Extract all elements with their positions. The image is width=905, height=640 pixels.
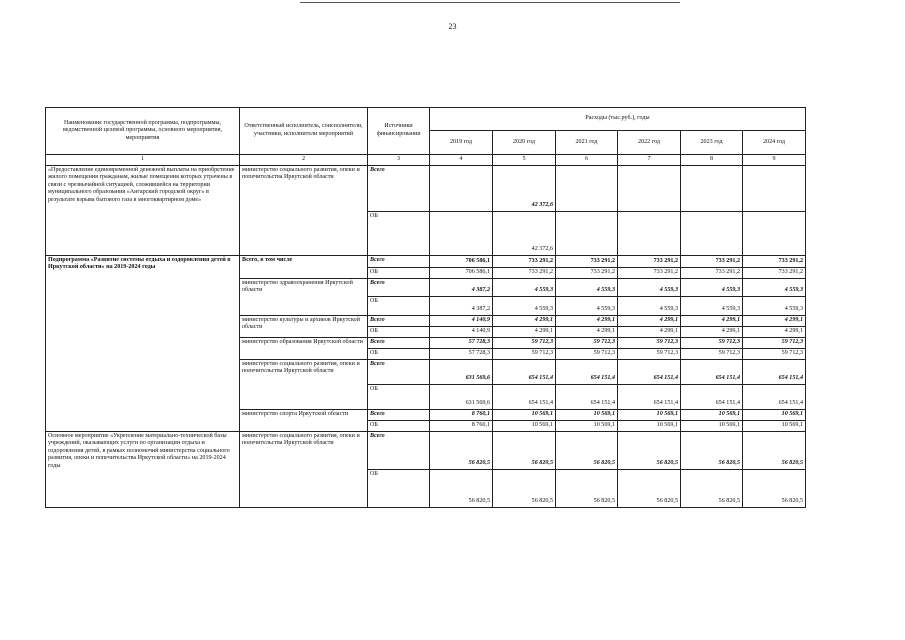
value-cell: 4 299,1	[618, 326, 681, 337]
value-cell: 4 559,3	[556, 296, 618, 315]
index-row	[46, 155, 806, 166]
value-cell: 4 559,3	[681, 278, 743, 296]
source-cell: ОБ	[368, 420, 430, 431]
value-cell: 4 559,3	[618, 278, 681, 296]
value-cell: 56 820,5	[618, 431, 681, 469]
value-cell: 59 712,3	[556, 348, 618, 359]
value-cell: 59 712,3	[493, 348, 556, 359]
value-cell: 10 569,1	[743, 409, 806, 420]
value-cell: 59 712,3	[493, 337, 556, 348]
index-cell: 2	[240, 155, 368, 166]
source-cell: ОБ	[368, 267, 430, 278]
value-cell: 654 151,4	[743, 359, 806, 384]
value-cell	[556, 211, 618, 255]
header-expenses: Расходы (тыс.руб.), годы	[430, 108, 806, 131]
value-cell: 4 387,2	[430, 278, 493, 296]
budget-table	[45, 107, 806, 508]
value-cell: 654 151,4	[493, 359, 556, 384]
value-cell: 4 559,3	[556, 278, 618, 296]
source-cell: Всего	[368, 431, 430, 469]
value-cell: 631 569,6	[430, 359, 493, 384]
year-2021: 2021 год	[556, 131, 618, 155]
value-cell: 733 291,2	[681, 255, 743, 267]
header-name: Наименование государственной программы, подпрограммы, ведомственной целевой программы, основного мероприятия, мероприятия	[46, 108, 240, 155]
value-cell: 56 820,5	[743, 431, 806, 469]
value-cell: 706 586,1	[430, 267, 493, 278]
index-cell: 4	[430, 155, 493, 166]
value-cell: 10 569,1	[493, 420, 556, 431]
value-cell: 4 299,1	[493, 315, 556, 326]
source-cell: ОБ	[368, 348, 430, 359]
value-cell: 4 387,2	[430, 296, 493, 315]
value-cell: 59 712,3	[556, 337, 618, 348]
table-row	[46, 431, 806, 469]
value-cell: 4 299,1	[743, 315, 806, 326]
value-cell: 4 299,1	[493, 326, 556, 337]
value-cell: 733 291,2	[493, 267, 556, 278]
value-cell: 56 820,5	[556, 469, 618, 507]
value-cell: 42 372,6	[493, 211, 556, 255]
year-2020: 2020 год	[493, 131, 556, 155]
value-cell: 733 291,2	[556, 255, 618, 267]
value-cell: 4 299,1	[743, 326, 806, 337]
value-cell: 654 151,4	[618, 384, 681, 409]
index-cell: 1	[46, 155, 240, 166]
value-cell: 733 291,2	[556, 267, 618, 278]
value-cell: 10 569,1	[618, 409, 681, 420]
index-cell: 7	[618, 155, 681, 166]
subprogram-name: Подпрограмма «Развитие системы отдыха и оздоровления детей в Иркутской области» на 2019-2024 годы	[46, 255, 240, 431]
top-rule	[300, 2, 680, 3]
year-2022: 2022 год	[618, 131, 681, 155]
source-cell: ОБ	[368, 211, 430, 255]
source-cell: ОБ	[368, 384, 430, 409]
header-source: Источники финансирования	[368, 108, 430, 155]
value-cell: 4 559,3	[743, 278, 806, 296]
executor-cell: министерство социального развития, опеки и попечительства Иркутской области	[240, 165, 368, 255]
value-cell: 654 151,4	[681, 384, 743, 409]
value-cell: 56 820,5	[556, 431, 618, 469]
source-cell: Всего	[368, 337, 430, 348]
value-cell	[618, 211, 681, 255]
value-cell: 59 712,3	[681, 337, 743, 348]
value-cell	[681, 165, 743, 211]
executor-cell: министерство образования Иркутской области	[240, 337, 368, 359]
source-cell: Всего	[368, 165, 430, 211]
executor-cell: Всего, в том числе	[240, 255, 368, 278]
table-row	[46, 255, 806, 267]
source-cell: Всего	[368, 255, 430, 267]
value-cell: 654 151,4	[681, 359, 743, 384]
value-cell: 10 569,1	[618, 420, 681, 431]
value-cell: 56 820,5	[493, 469, 556, 507]
value-cell: 10 569,1	[681, 420, 743, 431]
value-cell: 631 569,6	[430, 384, 493, 409]
value-cell: 56 820,5	[681, 469, 743, 507]
value-cell: 56 820,5	[430, 431, 493, 469]
value-cell	[743, 165, 806, 211]
value-cell: 4 559,3	[743, 296, 806, 315]
value-cell: 10 569,1	[681, 409, 743, 420]
value-cell: 59 712,3	[681, 348, 743, 359]
value-cell: 4 559,3	[618, 296, 681, 315]
value-cell: 654 151,4	[743, 384, 806, 409]
index-cell: 6	[556, 155, 618, 166]
source-cell: ОБ	[368, 469, 430, 507]
index-cell: 8	[681, 155, 743, 166]
value-cell: 733 291,2	[618, 255, 681, 267]
source-cell: ОБ	[368, 296, 430, 315]
value-cell: 733 291,2	[743, 255, 806, 267]
executor-cell: министерство здравоохранения Иркутской области	[240, 278, 368, 315]
value-cell: 10 569,1	[743, 420, 806, 431]
value-cell: 56 820,5	[493, 431, 556, 469]
index-cell: 3	[368, 155, 430, 166]
value-cell: 733 291,2	[618, 267, 681, 278]
value-cell: 4 559,3	[493, 296, 556, 315]
value-cell: 56 820,5	[618, 469, 681, 507]
value-cell: 4 559,3	[681, 296, 743, 315]
source-cell: Всего	[368, 409, 430, 420]
value-cell: 733 291,2	[743, 267, 806, 278]
value-cell: 654 151,4	[556, 384, 618, 409]
value-cell: 4 140,9	[430, 315, 493, 326]
value-cell: 8 760,1	[430, 420, 493, 431]
value-cell: 57 728,3	[430, 337, 493, 348]
value-cell: 10 569,1	[556, 420, 618, 431]
value-cell: 733 291,2	[493, 255, 556, 267]
activity-name: Основное мероприятие «Укрепление материально-технической базы учреждений, оказывающих услуги по организации отдыха и оздоровления детей, в рамках полномочий министерства социального развития, опеки и попечительства Иркутской области» на 2019-2024 годы	[46, 431, 240, 507]
value-cell: 654 151,4	[618, 359, 681, 384]
value-cell: 4 299,1	[681, 326, 743, 337]
value-cell: 10 569,1	[556, 409, 618, 420]
value-cell: 654 151,4	[556, 359, 618, 384]
index-cell: 5	[493, 155, 556, 166]
index-cell: 9	[743, 155, 806, 166]
value-cell: 57 728,3	[430, 348, 493, 359]
value-cell	[618, 165, 681, 211]
value-cell: 56 820,5	[681, 431, 743, 469]
value-cell: 59 712,3	[618, 337, 681, 348]
value-cell: 4 299,1	[618, 315, 681, 326]
value-cell	[556, 165, 618, 211]
value-cell: 706 586,1	[430, 255, 493, 267]
value-cell	[430, 165, 493, 211]
source-cell: Всего	[368, 278, 430, 296]
table-row	[46, 165, 806, 211]
source-cell: ОБ	[368, 326, 430, 337]
value-cell: 56 820,5	[430, 469, 493, 507]
value-cell: 4 299,1	[556, 326, 618, 337]
value-cell: 10 569,1	[493, 409, 556, 420]
executor-cell: министерство социального развития, опеки и попечительства Иркутской области	[240, 431, 368, 507]
executor-cell: министерство культуры и архивов Иркутской области	[240, 315, 368, 337]
executor-cell: министерство спорта Иркутской области	[240, 409, 368, 431]
value-cell: 654 151,4	[493, 384, 556, 409]
value-cell: 8 760,1	[430, 409, 493, 420]
year-2023: 2023 год	[681, 131, 743, 155]
activity-name: «Предоставление единовременной денежной выплаты на приобретение жилого помещения гражданам, жилые помещения которых утрачены в связи с чрезвычайной ситуацией, сложившейся на территории муниципального образования «Ангарский городской округ» в результате взрыва бытового газа в многоквартирном доме»	[46, 165, 240, 255]
header-row	[46, 108, 806, 131]
value-cell: 59 712,3	[743, 337, 806, 348]
year-2019: 2019 год	[430, 131, 493, 155]
value-cell: 42 372,6	[493, 165, 556, 211]
value-cell: 4 299,1	[556, 315, 618, 326]
source-cell: Всего	[368, 315, 430, 326]
value-cell: 733 291,2	[681, 267, 743, 278]
value-cell: 4 299,1	[681, 315, 743, 326]
value-cell	[681, 211, 743, 255]
executor-cell: министерство социального развития, опеки и попечительства Иркутской области	[240, 359, 368, 409]
source-cell: Всего	[368, 359, 430, 384]
value-cell: 4 559,3	[493, 278, 556, 296]
page-number: 23	[448, 22, 457, 31]
value-cell: 59 712,3	[618, 348, 681, 359]
year-2024: 2024 год	[743, 131, 806, 155]
value-cell: 4 140,9	[430, 326, 493, 337]
value-cell: 59 712,3	[743, 348, 806, 359]
value-cell	[743, 211, 806, 255]
header-executor: Ответственный исполнитель, соисполнители, участники, исполнители мероприятий	[240, 108, 368, 155]
value-cell: 56 820,5	[743, 469, 806, 507]
value-cell	[430, 211, 493, 255]
